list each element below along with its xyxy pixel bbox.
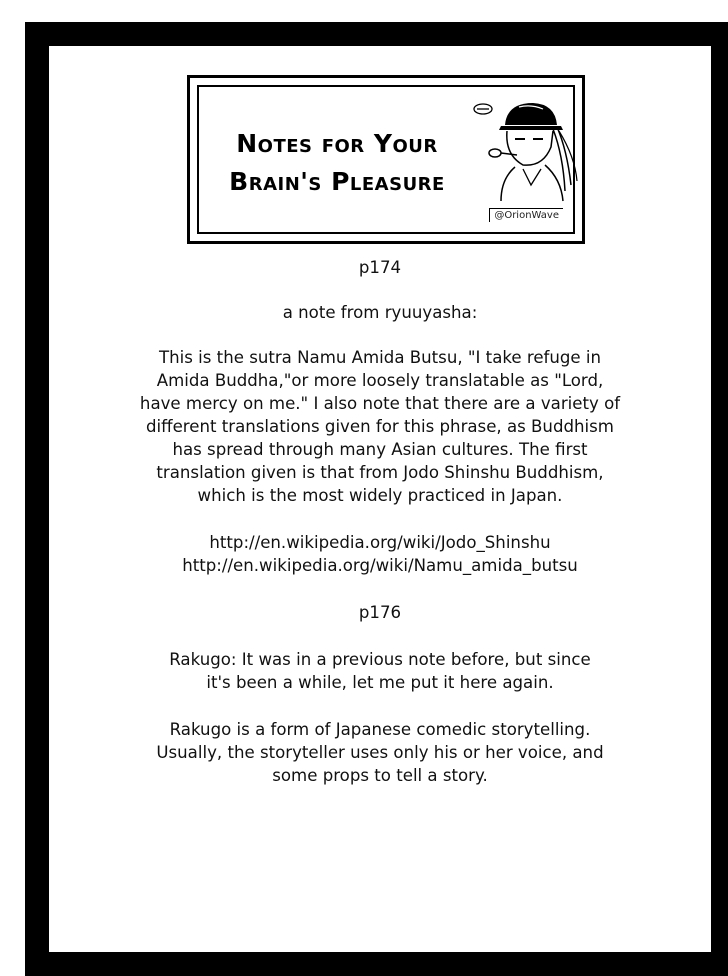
sutra-paragraph [49,346,711,507]
artist-signature: @OrionWave [489,208,563,222]
paragraph-line: Rakugo is a form of Japanese comedic storytelling. [169,720,591,739]
paragraph-line: have mercy on me." I also note that there are a variety of [139,394,621,413]
page-reference-p174: p174 [358,258,402,277]
note-intro: a note from ryuuyasha: [282,303,478,322]
page-frame [25,22,728,976]
paragraph-line: This is the sutra Namu Amida Butsu, "I take refuge in [158,348,602,367]
paragraph-line: translation given is that from Jodo Shinshu Buddhism, [156,463,604,482]
paragraph-line: which is the most widely practiced in Japan. [197,486,563,505]
paragraph-line: Rakugo: It was in a previous note before, but since [169,650,591,669]
page-reference-p176: p176 [358,603,402,622]
rakugo-intro-paragraph [49,648,711,694]
rakugo-definition-paragraph [49,718,711,787]
paragraph-line: Usually, the storyteller uses only his or her voice, and [156,743,604,762]
paragraph-line: it's been a while, let me put it here again. [206,673,554,692]
link-namu-amida-butsu[interactable]: http://en.wikipedia.org/wiki/Namu_amida_butsu [182,556,578,575]
notes-body [49,256,711,787]
link-jodo-shinshu[interactable]: http://en.wikipedia.org/wiki/Jodo_Shinshu [209,533,551,552]
title-box [187,75,585,244]
paragraph-line: some props to tell a story. [272,766,488,785]
paragraph-line: Amida Buddha,"or more loosely translatable as "Lord, [156,371,604,390]
title-line-2: Brain's Pleasure [229,167,445,196]
title-line-1: Notes for Your [236,129,438,158]
character-sketch-icon [471,95,579,207]
paragraph-line: has spread through many Asian cultures. The first [172,440,588,459]
paragraph-line: different translations given for this phrase, as Buddhism [146,417,614,436]
page-title [221,125,453,201]
page-content [49,46,711,952]
title-box-inner-border [197,85,575,234]
